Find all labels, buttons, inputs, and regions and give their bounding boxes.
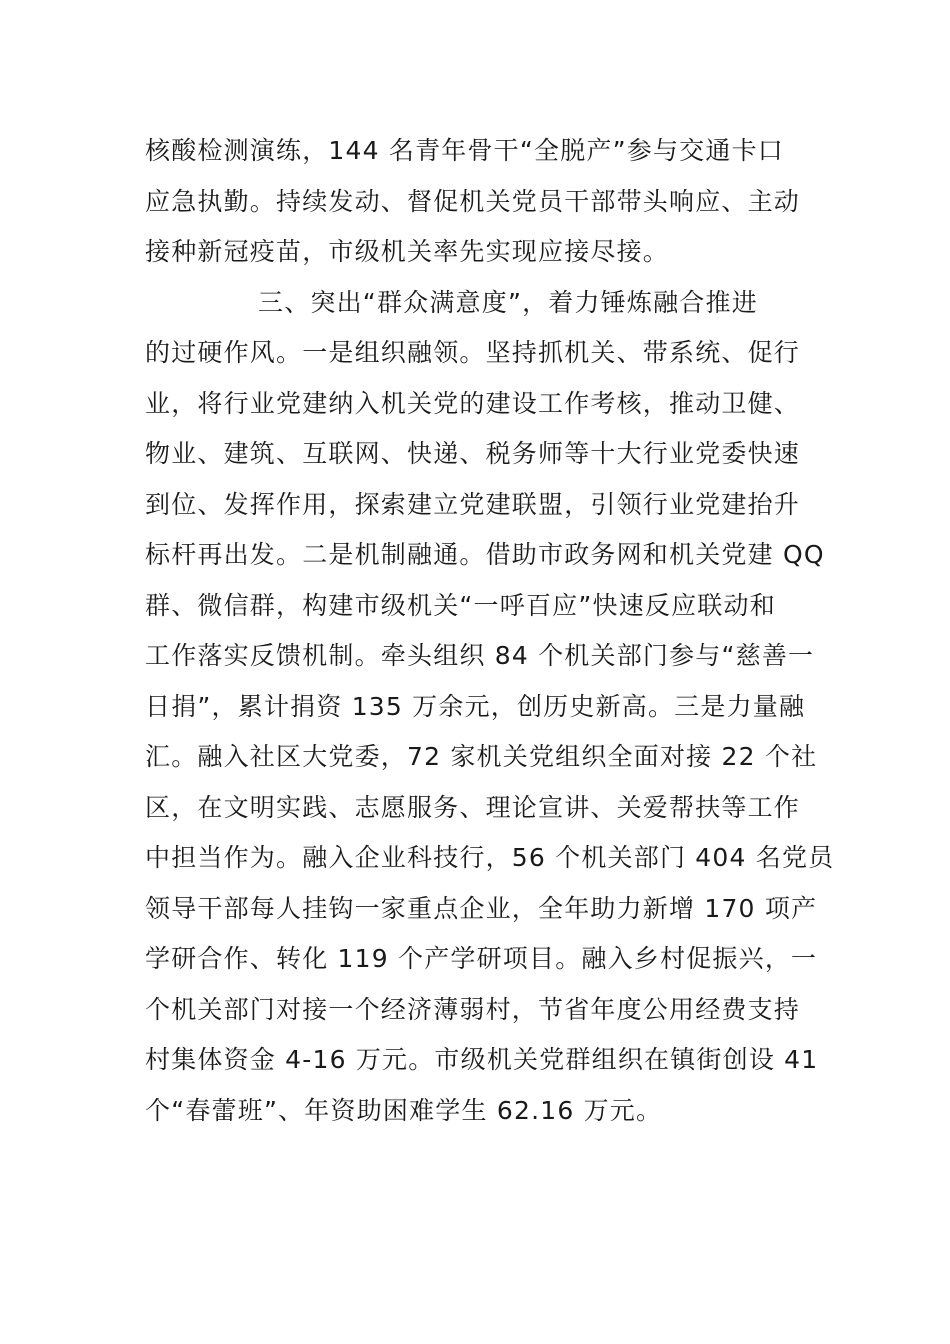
text-line: 领导干部每人挂钩一家重点企业，全年助力新增 170 项产: [145, 893, 818, 923]
text-line: 工作落实反馈机制。牵头组织 84 个机关部门参与“慈善一: [145, 641, 815, 670]
text-line: 业，将行业党建纳入机关党的建设工作考核，推动卫健、: [145, 388, 801, 418]
text-line: 应急执勤。持续发动、督促机关党员干部带头响应、主动: [145, 186, 801, 216]
text-line: 个机关部门对接一个经济薄弱村，节省年度公用经费支持: [145, 994, 801, 1024]
text-line: 接种新冠疫苗，市级机关率先实现应接尽接。: [145, 237, 670, 266]
text-line: 中担当作为。融入企业科技行，56 个机关部门 404 名党员: [145, 843, 835, 872]
text-line: 的过硬作风。一是组织融领。坚持抓机关、带系统、促行: [145, 338, 801, 367]
paragraph-1: [145, 126, 810, 278]
section-heading-line: 三、突出“群众满意度”，着力锤炼融合推进: [258, 287, 758, 317]
text-line: 标杆再出发。二是机制融通。借助市政务网和机关党建 QQ: [145, 540, 825, 569]
text-line: 到位、发挥作用，探索建立党建联盟，引领行业党建抬升: [145, 489, 801, 519]
text-line: 核酸检测演练，144 名青年骨干“全脱产”参与交通卡口: [145, 136, 784, 165]
text-line: 群、微信群，构建市级机关“一呼百应”快速反应联动和: [145, 590, 776, 620]
text-line: 区，在文明实践、志愿服务、理论宣讲、关爱帮扶等工作: [145, 792, 801, 822]
text-line: 物业、建筑、互联网、快递、税务师等十大行业党委快速: [145, 439, 801, 468]
text-line: 个“春蕾班”、年资助困难学生 62.16 万元。: [145, 1095, 663, 1125]
paragraph-2: [145, 278, 835, 1137]
document-body: [145, 126, 835, 1136]
text-line: 日捐”，累计捐资 135 万余元，创历史新高。三是力量融: [145, 691, 806, 721]
text-line: 学研合作、转化 119 个产学研项目。融入乡村促振兴，一: [145, 944, 818, 973]
text-line: 村集体资金 4-16 万元。市级机关党群组织在镇街创设 41: [145, 1045, 819, 1074]
text-line: 汇。融入社区大党委，72 家机关党组织全面对接 22 个社: [145, 742, 818, 771]
